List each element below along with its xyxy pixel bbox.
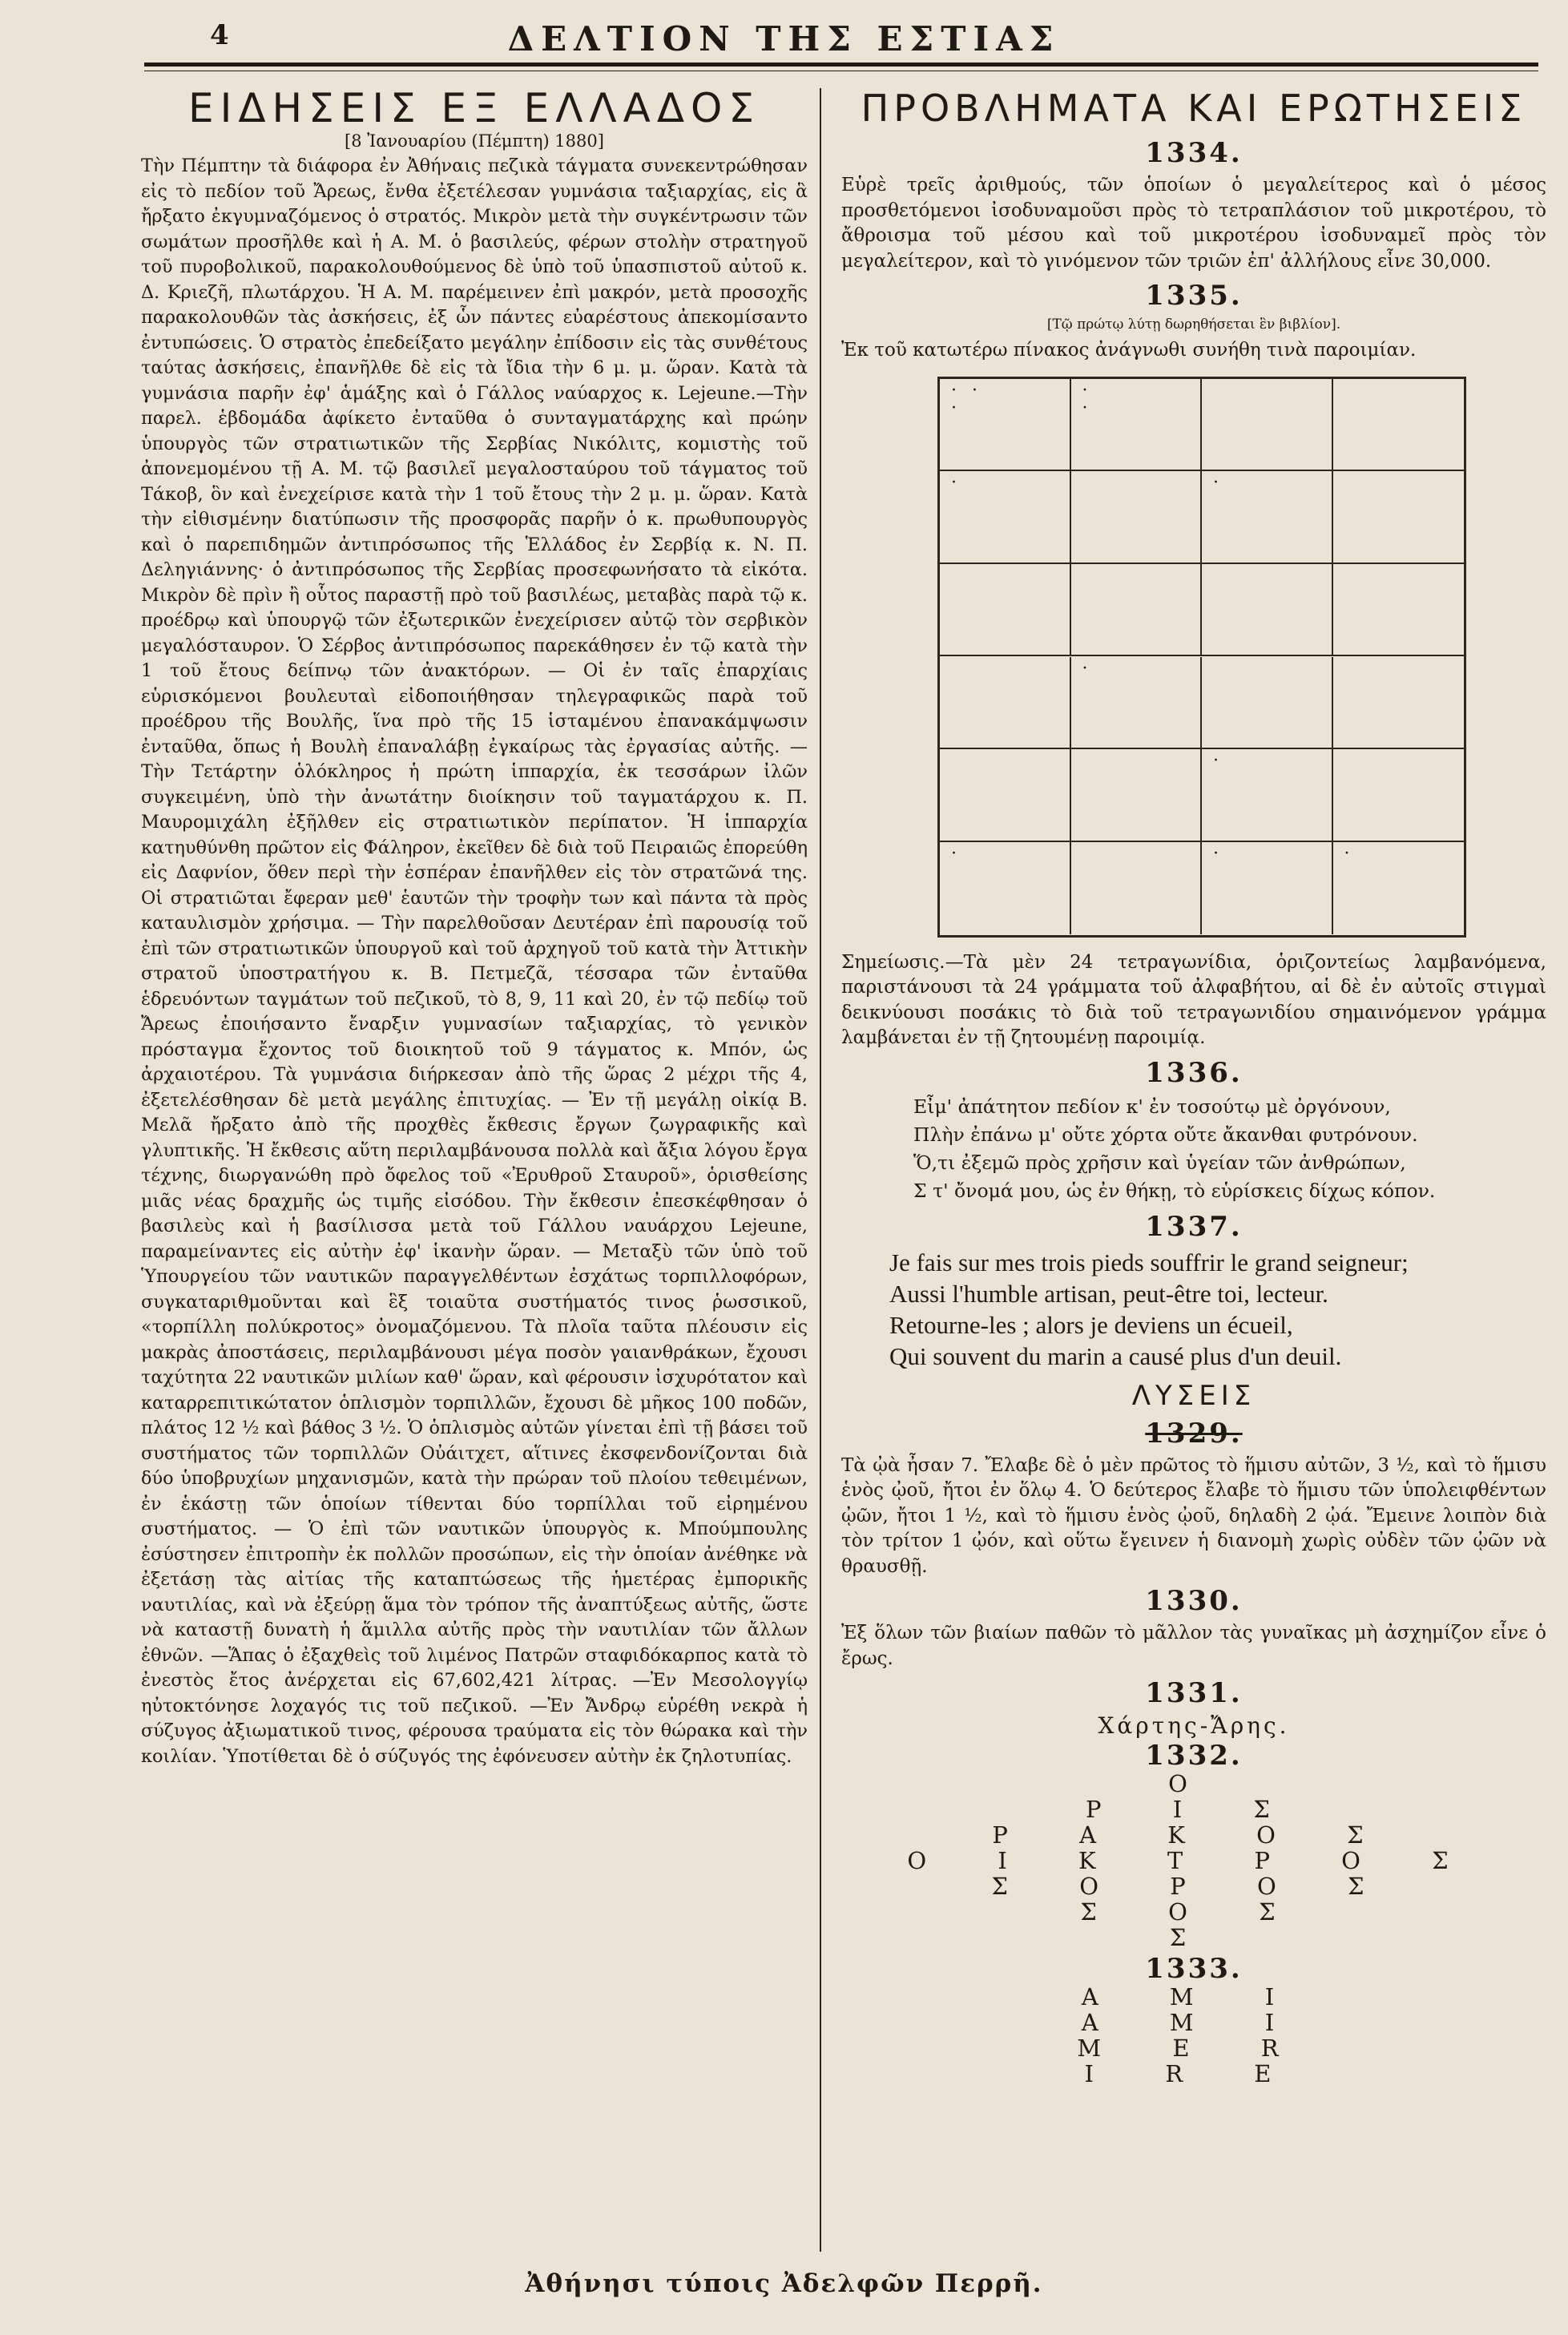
grid-cell: [1202, 379, 1333, 472]
verse-line: Πλὴν ἐπάνω μ' οὔτε χόρτα οὔτε ἄκανθαι φυτρόνουν.: [913, 1123, 1418, 1146]
grid-cell: ·: [1344, 843, 1355, 864]
solution-1331-text: Χάρτης-Ἄρης.: [1098, 1712, 1290, 1739]
square-line: I R E: [1084, 2059, 1304, 2087]
grid-cell: · · ·: [940, 379, 1071, 472]
square-line: M E R: [1077, 2034, 1311, 2062]
pyramid-line: Σ: [1169, 1923, 1219, 1951]
solution-1333-number: 1333.: [1145, 1952, 1243, 1985]
problem-1334-number: 1334.: [1145, 137, 1243, 169]
solution-1331-number: 1331.: [1145, 1677, 1243, 1709]
grid-cell: ·: [1202, 471, 1333, 564]
problem-1335-note: [Τῷ πρώτῳ λύτῃ δωρηθήσεται ἓν βιβλίον].: [1046, 317, 1341, 333]
news-column: [141, 85, 808, 1769]
printer-imprint: Ἀθήνησι τύποις Ἀδελφῶν Περρῆ.: [525, 2269, 1043, 2298]
grid-cell: · ·: [1071, 379, 1203, 472]
grid-cell: ·: [940, 842, 1071, 935]
grid-cell: [1333, 379, 1465, 472]
pyramid-line: O: [1168, 1769, 1219, 1797]
solution-1329-text: Τὰ ᾠὰ ἦσαν 7. Ἔλαβε δὲ ὁ μὲν πρῶτος τὸ ἥμισυ αὐτῶν, 3 ½, καὶ τὸ ἥμισυ ἑνὸς ᾠοῦ, ἤτοι ἐν ὅλῳ 4. Ὁ δεύτερος ἔλαβε τὸ ἥμισυ τῶν ὑπολειφθέντων ᾠῶν, ἤτοι 1 ½, καὶ τὸ ἥμισυ ἑνὸς ᾠοῦ, δηλαδὴ 2 ᾠά. Ἔμεινε λοιπὸν διὰ τὸν τρίτον 1 ᾠόν, καὶ οὕτω ἔγεινεν ἡ διανομὴ χωρὶς οὐδὲν τῶν ᾠῶν νὰ θραυσθῇ.: [841, 1454, 1546, 1577]
problem-1335-number: 1335.: [1145, 280, 1243, 312]
news-body: Τὴν Πέμπτην τὰ διάφορα ἐν Ἀθήναις πεζικὰ τάγματα συνεκεντρώθησαν εἰς τὸ πεδίον τοῦ Ἄρεως, ἔνθα ἐξετέλεσαν γυμνάσια ταξιαρχίας, εἰς ἃ ἤρξατο ἐκγυμναζόμενος ὁ στρατός. Μικρὸν μετὰ τὴν συγκέντρωσιν τῶν σωμάτων προσῆλθε καὶ ἡ Α. Μ. ὁ βασιλεύς, φέρων στολὴν στρατηγοῦ τοῦ πυροβολικοῦ, παρακολουθούμενος δὲ ὑπὸ τοῦ ὑπασπιστοῦ αὐτοῦ κ. Δ. Κριεζῆ, πλωτάρχου. Ἡ Α. Μ. παρέμεινεν ἐπὶ μακρόν, μετὰ προσοχῆς παρακολουθῶν τὰς ἀσκήσεις, ἐξ ὧν πάντες εὐαρέστους ἀπεκομίσαντο ἐντυπώσεις. Ὁ στρατὸς ἐπεδείξατο μεγάλην ἐπίδοσιν εἰς τὰς συνθέτους ταύτας ἀσκήσεις, ἐπανῆλθε δὲ εἰς τὰ ἴδια τὴν 6 μ. μ. ὥραν. Κατὰ τὰ γυμνάσια παρῆν ἐφ' ἁμάξης καὶ ὁ Γάλλος ναύαρχος κ. Lejeune.—Τὴν παρελ. ἑβδομάδα ἀφίκετο ἐνταῦθα ὁ συνταγματάρχης καὶ πρώην ὑπουργὸς τῶν στρατιωτικῶν τῆς Σερβίας Νικόλιτς, κομιστὴς τοῦ ἀπονεμομένου τῇ Α. Μ. τῷ βασιλεῖ μεγαλοσταύρου τοῦ τάγματος τοῦ Τάκοβ, ὃν καὶ ἐνεχείρισε κατὰ τὴν 1 τοῦ ἔτους τὴν 2 μ. μ. ὥραν. Κατὰ τὴν εἰθισμένην διατύπωσιν τῆς προσφορᾶς παρῆν ὁ κ. πρωθυπουργὸς καὶ ὁ παρεπιδημῶν ἀντιπρόσωπος τῆς Ἑλλάδος ἐν Σερβίᾳ κ. Ν. Π. Δεληγιάννης· ὁ ἀντιπρόσωπος τῆς Σερβίας προσεφωνήσατο τὰ εἰκότα. Μικρὸν δὲ πρὶν ἢ οὗτος παραστῇ πρὸ τοῦ βασιλέως, μεταβὰς παρὰ τῷ κ. προέδρῳ καὶ ὑπουργῷ τῶν ἐξωτερικῶν ἐνεχείρισεν αὐτῷ τὸν σερβικὸν μεγαλόσταυρον. Ὁ Σέρβος ἀντιπρόσωπος παρεκάθησεν ἐν τῷ κατὰ τὴν 1 τοῦ ἔτους δείπνῳ τῶν ἀνακτόρων. — Οἱ ἐν ταῖς ἐπαρχίαις εὑρισκόμενοι βουλευταὶ εἰδοποιήθησαν τηλεγραφικῶς παρὰ τοῦ προέδρου τῆς Βουλῆς, ἵνα πρὸ τῆς 15 ἱσταμένου ἐπανακάμψωσιν ἐνταῦθα, ὅπως ἡ Βουλὴ ἐπαναλάβῃ ἐγκαίρως τὰς ἐργασίας αὐτῆς. — Τὴν Τετάρτην ὁλόκληρος ἡ πρώτη ἱππαρχία, ἐκ τεσσάρων ἰλῶν συγκειμένη, ὑπὸ τὴν ἀνωτάτην διοίκησιν τοῦ ταγματάρχου κ. Π. Μαυρομιχάλη ἐξῆλθεν εἰς στρατιωτικὸν περίπατον. Ἡ ἱππαρχία κατηυθύνθη πρῶτον εἰς Φάληρον, ἐκεῖθεν δὲ διὰ τοῦ Πειραιῶς ἐπορεύθη εἰς Δαφνίον, ὅθεν περὶ τὴν ἑσπέραν ἐπανῆλθεν εἰς τὸν στρατῶνά της. Οἱ στρατιῶται ἔφεραν μεθ' ἑαυτῶν τὴν τροφὴν των καὶ πάντα τὰ πρὸς καταυλισμὸν χρήσιμα. — Τὴν παρελθοῦσαν Δευτέραν ἐπὶ παρουσίᾳ τοῦ ἐπὶ τῶν στρατιωτικῶν ὑπουργοῦ καὶ τοῦ ἀρχηγοῦ τοῦ κατὰ τὴν Ἀττικὴν στρατοῦ ὑποστρατήγου κ. Β. Πετμεζᾶ, τέσσαρα τῶν ἐνταῦθα ἑδρευόντων ταγμάτων τοῦ πεζικοῦ, τὸ 8, 9, 11 καὶ 20, ἐν τῷ πεδίῳ τοῦ Ἄρεως ἐποιήσαντο ἔναρξιν γυμνασίων ταξιαρχίας, τὸ γενικὸν πρόσταγμα ἔχοντος τοῦ διοικητοῦ τοῦ 9 τάγματος κ. Μπόν, ὡς ἀρχαιοτέρου. Τὰ γυμνάσια διήρκεσαν ἀπὸ τῆς ὥρας 2 μέχρι τῆς 4, ἐξετελέσθησαν δὲ μετὰ μεγάλης ἐπιτυχίας. — Ἐν τῇ μεγάλῃ οἰκίᾳ Β. Μελᾶ ἤρξατο ἀπὸ τῆς προχθὲς ἔκθεσις ἔργων ζωγραφικῆς καὶ γλυπτικῆς. Ἡ ἔκθεσις αὕτη περιλαμβάνουσα πολλὰ καὶ ἄξια λόγου ἔργα τέχνης, διωργανώθη πρὸ ὄφελος τοῦ «Ἐρυθροῦ Σταυροῦ», ὁρισθείσης μιᾶς νέας δραχμῆς ὡς τιμῆς εἰσόδου. Τὴν ἔκθεσιν ἐπεσκέφθησαν ὁ βασιλεὺς καὶ ἡ βασίλισσα μετὰ τοῦ Γάλλου ναυάρχου Lejeune, παραμείναντες εἰς αὐτὴν ἐφ' ἱκανὴν ὥραν. — Μεταξὺ τῶν ὑπὸ τοῦ Ὑπουργείου τῶν ναυτικῶν παραγγελθέντων ἐσχάτως τορπιλλοφόρων, συγκαταριθμοῦνται καὶ ἓξ τοιαῦτα συστήματός τινος ῥωσσικοῦ, «τορπίλλη πολύκροτος» ὀνομαζόμενου. Τὰ πλοῖα ταῦτα πλέουσιν εἰς μακρὰς ἀποστάσεις, περιλαμβάνουσι μέγα ποσὸν γαιανθράκων, ἔχουσι ταχύτητα 22 ναυτικῶν μιλίων καθ' ὥραν, καὶ φέρουσιν ἰσχυρότατον καὶ καταρρεπιτικώτατον ὁπλισμὸν τορπιλλῶν, ἔχουσι δὲ μῆκος 100 ποδῶν, πλάτος 12 ½ καὶ βάθος 3 ½. Ὁ ὁπλισμὸς αὐτῶν γίνεται ἐπὶ τῇ βάσει τοῦ συστήματος τῶν τορπιλλῶν Οὐάιτχετ, αἵτινες ἐκσφενδονίζονται διὰ δύο ὑποβρυχίων μηχανισμῶν, κατὰ τὴν πρώραν τοῦ πλοίου τεθειμένων, ἐν ἑκάστῃ τῶν ὁποίων τίθενται δύο τορπίλλαι τοῦ εἰρημένου συστήματος. — Ὁ ἐπὶ τῶν ναυτικῶν ὑπουργὸς κ. Μπούμπουλης ἐσύστησεν ἐπιτροπὴν ἐκ πολλῶν προσώπων, εἰς τὴν ὁποίαν ἀνέθηκε νὰ ἐξετάσῃ τὰς αἰτίας τῆς καταπτώσεως τῆς ἡμετέρας ἐμπορικῆς ναυτιλίας, καὶ νὰ ἐξεύρῃ ἅμα τὸν τρόπον τῆς ἀναπτύξεως αὐτῆς, ὥστε νὰ καταστῇ δυνατὴ ἡ ἅμιλλα αὐτῆς πρὸς τὴν ναυτιλίαν τῶν ἄλλων ἐθνῶν. —Ἅπας ὁ ἐξαχθεὶς τοῦ λιμένος Πατρῶν σταφιδόκαρπος κατὰ τὸ ἐνεστὸς ἔτος ἀνέρχεται εἰς 67,602,421 λίτρας. —Ἐν Μεσολογγίῳ ηὐτοκτόνησε λοχαγός τις τοῦ πεζικοῦ. —Ἐν Ἄνδρῳ εὑρέθη νεκρὰ ἡ σύζυγος ἀξιωματικοῦ τινος, φέρουσα τραύματα εἰς τὸν θώρακα καὶ τὴν κοιλίαν. Ὑποτίθεται δὲ ὁ σύζυγός της ἐφόνευσεν αὐτὴν ἐκ ζηλοτυπίας.: [141, 155, 808, 1767]
grid-cell: [1071, 564, 1203, 657]
square-line: A M I: [1081, 2008, 1307, 2036]
problem-1337-number: 1337.: [1145, 1210, 1243, 1243]
page-number: 4: [210, 19, 229, 51]
grid-cell: [1333, 657, 1465, 750]
grid-cell: [1202, 657, 1333, 750]
solution-1330-number: 1330.: [1145, 1585, 1243, 1617]
running-title: ΔΕΛΤΙΟΝ ΤΗΣ ΕΣΤΙΑΣ: [507, 19, 1061, 58]
pyramid-line: Σ Ο Σ: [1080, 1897, 1308, 1926]
pyramid-line: Ρ Α Κ Ο Σ: [992, 1821, 1396, 1849]
grid-cell: [1071, 749, 1203, 842]
pyramid-line: Ρ Ι Σ: [1086, 1795, 1302, 1823]
news-section-title: ΕΙΔΗΣΕΙΣ ΕΞ ΕΛΛΑΔΟΣ: [188, 85, 760, 131]
pyramid-line: Ο Ι Κ Τ Ρ Ο Σ: [907, 1846, 1481, 1874]
column-divider: [820, 88, 821, 2252]
grid-cell: [1071, 471, 1203, 564]
news-dateline: [8 Ἰανουαρίου (Πέμπτη) 1880]: [345, 131, 604, 151]
grid-cell: ·: [1202, 749, 1333, 842]
solution-1329-number: 1329.: [1145, 1417, 1243, 1450]
grid-cell: [1333, 471, 1465, 564]
grid-cell: [1071, 842, 1203, 935]
verse-line: Aussi l'humble artisan, peut-être toi, lecteur.: [889, 1279, 1328, 1308]
header-rule: [144, 63, 1538, 67]
solution-1332-pyramid: [841, 1771, 1546, 1950]
verse-line: Ὅ,τι ἐξεμῶ πρὸς χρῆσιν καὶ ὑγείαν τῶν ἀνθρώπων,: [913, 1151, 1406, 1174]
dot-grid-table: [937, 377, 1466, 938]
verse-line: Σ τ' ὄνομά μου, ὡς ἐν θήκῃ, τὸ εὑρίσκεις δίχως κόπον.: [913, 1179, 1436, 1202]
square-line: A M I: [1081, 1982, 1307, 2010]
problem-1334-text: Εὑρὲ τρεῖς ἀριθμούς, τῶν ὁποίων ὁ μεγαλείτερος καὶ ὁ μέσος προσθετόμενοι ἰσοδυναμοῦσι πρὸς τὸ τετραπλάσιον τοῦ μικροτέρου, τὸ ἄθροισμα τοῦ μέσου καὶ τοῦ μικροτέρου ἰσοδυναμεῖ πρὸς τὸν μεγαλείτερον, καὶ τὸ γινόμενον τῶν τριῶν ἐπ' ἀλλήλους εἶνε 30,000.: [841, 175, 1546, 272]
problem-1335-remark: Σημείωσις.—Τὰ μὲν 24 τετραγωνίδια, ὁριζοντείως λαμβανόμενα, παριστάνουσι τὰ 24 γράμματα τοῦ ἀλφαβήτου, αἱ δὲ ἐν αὐτοῖς στιγμαὶ δεικνύουσι ποσάκις τὸ διὰ τοῦ τετραγωνιδίου σημαινόμενον γράμμα λαμβάνεται ἐν τῇ ζητουμένῃ παροιμίᾳ.: [841, 951, 1546, 1048]
solutions-heading: ΛΥΣΕΙΣ: [1131, 1379, 1256, 1412]
solution-1332-number: 1332.: [1145, 1739, 1243, 1772]
page-header: [0, 11, 1568, 59]
problem-1335-text: Ἐκ τοῦ κατωτέρω πίνακος ἀνάγνωθι συνήθη τινὰ παροιμίαν.: [841, 340, 1417, 361]
solution-1330-text: Ἐξ ὅλων τῶν βιαίων παθῶν τὸ μᾶλλον τὰς γυναῖκας μὴ ἀσχημίζον εἶνε ὁ ἔρως.: [841, 1623, 1546, 1669]
grid-cell: [940, 564, 1071, 657]
grid-cell: [940, 749, 1071, 842]
verse-line: Qui souvent du marin a causé plus d'un deuil.: [889, 1341, 1342, 1370]
verse-line: Retourne-les ; alors je deviens un écueil,: [889, 1310, 1293, 1339]
solution-1333-square: [841, 1984, 1546, 2087]
problem-1336-number: 1336.: [1145, 1056, 1243, 1089]
problems-section-title: ΠΡΟΒΛΗΜΑΤΑ ΚΑΙ ΕΡΩΤΗΣΕΙΣ: [861, 87, 1527, 130]
grid-cell: ·: [1071, 657, 1203, 750]
problem-1336-verse: [913, 1093, 1546, 1205]
grid-cell: [1333, 564, 1465, 657]
grid-cell: [1333, 749, 1465, 842]
problems-column: [841, 85, 1546, 2087]
problem-1337-verse: [889, 1247, 1546, 1372]
pyramid-line: Σ Ο Ρ Ο Σ: [991, 1872, 1397, 1900]
verse-line: Εἶμ' ἀπάτητον πεδίον κ' ἐν τοσούτῳ μὲ ὀργόνουν,: [913, 1095, 1391, 1118]
grid-cell: ·: [940, 471, 1071, 564]
grid-cell: [940, 657, 1071, 750]
verse-line: Je fais sur mes trois pieds souffrir le grand seigneur;: [889, 1248, 1409, 1276]
grid-cell: [1202, 564, 1333, 657]
grid-cell: ·: [1202, 842, 1333, 935]
